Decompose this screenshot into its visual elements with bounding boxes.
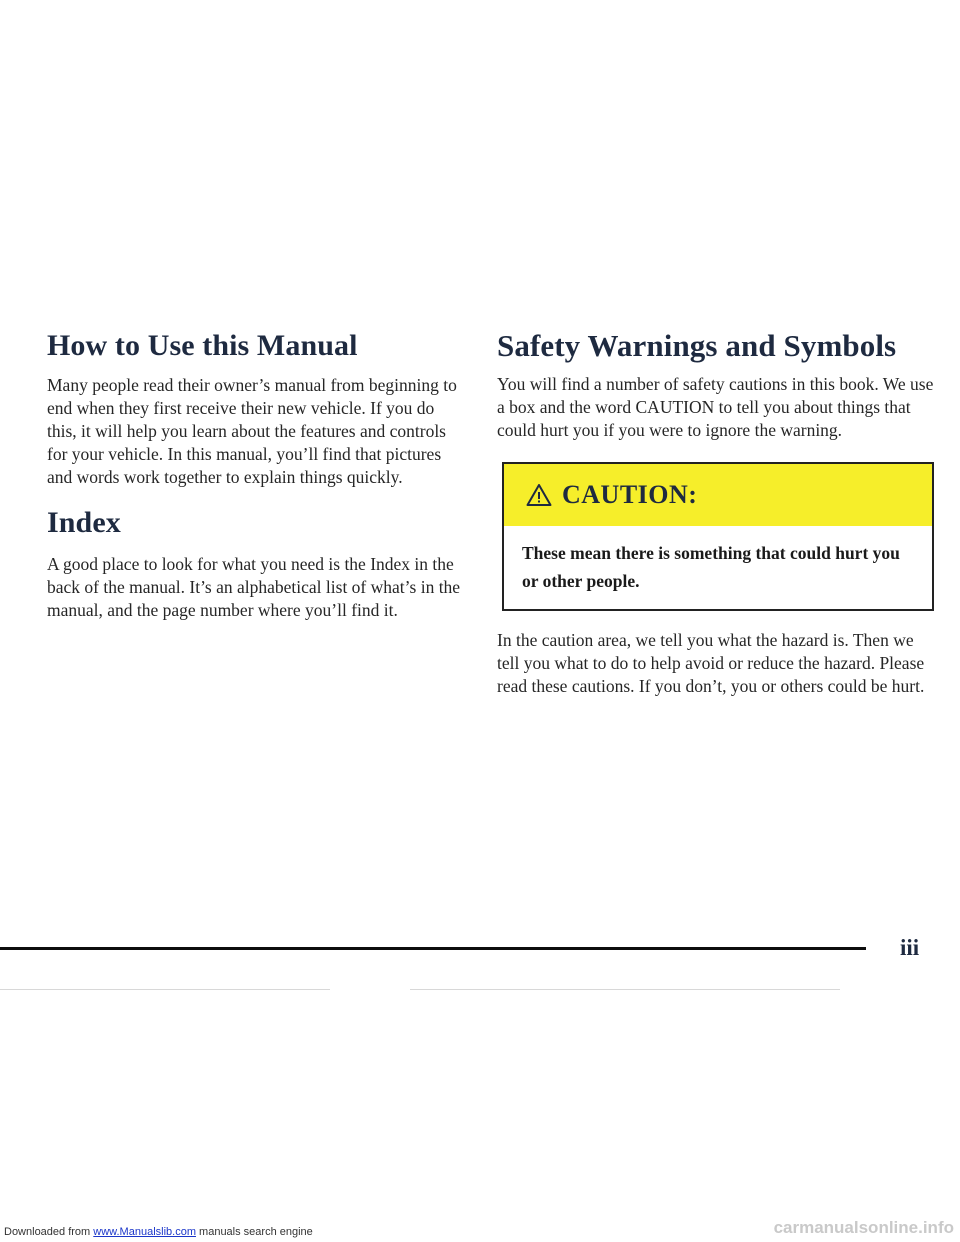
caution-title: CAUTION: bbox=[562, 480, 698, 509]
how-to-use-paragraph: Many people read their owner’s manual from beginning to end when they first receive their new vehicle. If you do this, it will help you learn about the features and controls for your vehicle. In this manual, you’ll find that pictures and words work together to explain things quickly. bbox=[47, 375, 457, 487]
download-footer bbox=[4, 1226, 313, 1238]
index-heading: Index bbox=[47, 506, 121, 539]
footer-prefix: Downloaded from bbox=[4, 1226, 94, 1238]
manualslib-link[interactable]: www.Manualslib.com bbox=[93, 1226, 196, 1238]
safety-paragraph: You will find a number of safety cautions in this book. We use a box and the word CAUTION to tell you about things that could hurt you if you were to ignore the warning. bbox=[497, 374, 934, 440]
caution-area-paragraph: In the caution area, we tell you what the hazard is. Then we tell you what to do to help avoid or reduce the hazard. Please read these cautions. If you don’t, you or others could be hurt. bbox=[497, 630, 925, 696]
left-column bbox=[47, 328, 465, 622]
footer-suffix: manuals search engine bbox=[195, 1226, 313, 1238]
caution-body: These mean there is something that could hurt you or other people. bbox=[522, 543, 900, 591]
page-number: iii bbox=[900, 935, 920, 960]
faint-rule-right bbox=[410, 989, 840, 990]
watermark: carmanualsonline.info bbox=[773, 1218, 954, 1237]
caution-box bbox=[502, 462, 934, 611]
bottom-rule bbox=[0, 947, 866, 950]
warning-triangle-icon bbox=[526, 483, 552, 507]
index-paragraph: A good place to look for what you need is the Index in the back of the manual. It’s an alphabetical list of what’s in the manual, and the page number where you’ll find it. bbox=[47, 554, 461, 620]
faint-rule-left bbox=[0, 989, 330, 990]
caution-header bbox=[504, 464, 932, 526]
right-column bbox=[497, 328, 935, 698]
safety-warnings-heading: Safety Warnings and Symbols bbox=[497, 328, 897, 363]
how-to-use-heading: How to Use this Manual bbox=[47, 329, 358, 362]
